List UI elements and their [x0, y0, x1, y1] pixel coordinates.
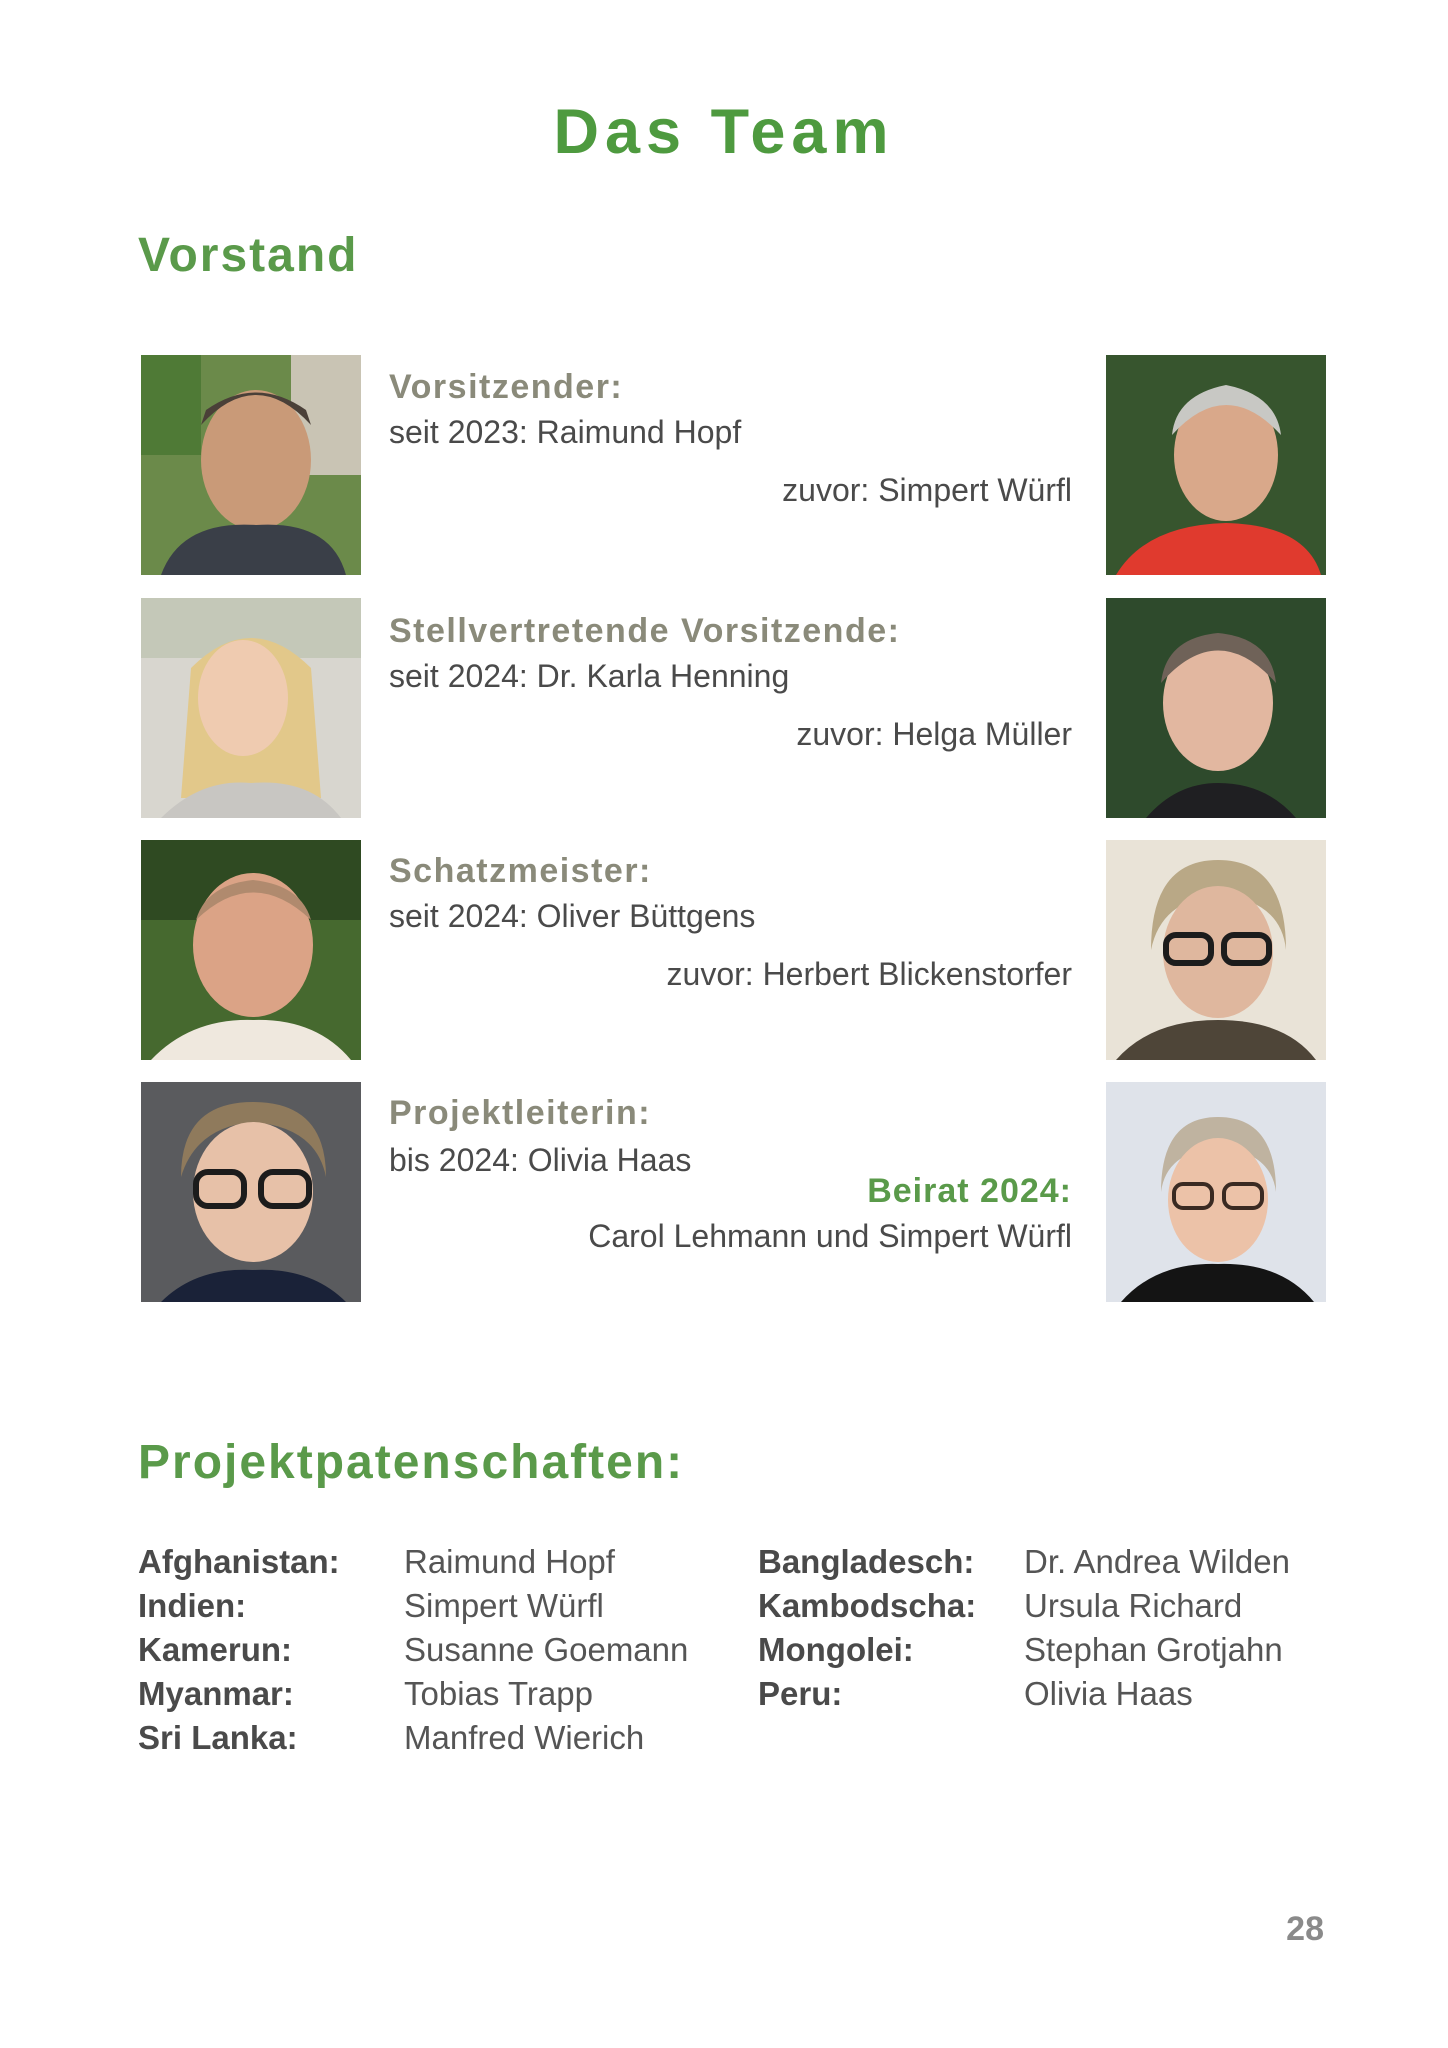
current-stellvertretende: seit 2024: Dr. Karla Henning: [389, 658, 790, 694]
current-schatzmeister: seit 2024: Oliver Büttgens: [389, 898, 756, 934]
portrait-herbert-blickenstorfer: [1106, 840, 1326, 1060]
country-label: Myanmar:: [138, 1675, 294, 1712]
country-label: Afghanistan:: [138, 1543, 340, 1580]
sponsor-name: Raimund Hopf: [404, 1543, 615, 1580]
country-label: Bangladesch:: [758, 1543, 975, 1580]
previous-schatzmeister: zuvor: Herbert Blickenstorfer: [666, 956, 1072, 992]
current-vorsitzender: seit 2023: Raimund Hopf: [389, 414, 742, 450]
beirat-names: Carol Lehmann und Simpert Würfl: [588, 1218, 1072, 1254]
country-label: Mongolei:: [758, 1631, 914, 1668]
role-label-vorsitzender: Vorsitzender:: [389, 368, 624, 406]
patenschaften-heading: Projektpatenschaften:: [138, 1436, 685, 1489]
portrait-olivia-haas: [141, 1082, 361, 1302]
sponsor-name: Ursula Richard: [1024, 1587, 1243, 1624]
role-label-schatzmeister: Schatzmeister:: [389, 852, 652, 890]
country-label: Indien:: [138, 1587, 247, 1624]
page-number: 28: [1286, 1910, 1324, 1948]
portrait-simpert-wuerfl: [1106, 355, 1326, 575]
country-label: Sri Lanka:: [138, 1719, 298, 1756]
beirat-label: Beirat 2024:: [867, 1172, 1072, 1210]
sponsor-name: Stephan Grotjahn: [1024, 1631, 1283, 1668]
sponsor-name: Susanne Goemann: [404, 1631, 689, 1668]
previous-stellvertretende: zuvor: Helga Müller: [796, 716, 1072, 752]
country-label: Peru:: [758, 1675, 843, 1712]
page-title: Das Team: [553, 97, 895, 167]
role-label-projektleiterin: Projektleiterin:: [389, 1094, 652, 1132]
country-label: Kamerun:: [138, 1631, 293, 1668]
portrait-oliver-buettgens: [141, 840, 361, 1060]
portrait-raimund-hopf: [141, 355, 361, 575]
vorstand-heading: Vorstand: [138, 229, 359, 282]
sponsor-name: Tobias Trapp: [404, 1675, 593, 1712]
current-projektleiterin: bis 2024: Olivia Haas: [389, 1142, 692, 1178]
portrait-karla-henning: [141, 598, 361, 818]
sponsor-name: Manfred Wierich: [404, 1719, 645, 1756]
sponsor-name: Dr. Andrea Wilden: [1024, 1543, 1290, 1580]
country-label: Kambodscha:: [758, 1587, 977, 1624]
sponsor-name: Olivia Haas: [1024, 1675, 1193, 1712]
portrait-helga-mueller: [1106, 598, 1326, 818]
role-label-stellvertretende: Stellvertretende Vorsitzende:: [389, 612, 901, 650]
previous-vorsitzender: zuvor: Simpert Würfl: [782, 472, 1072, 508]
sponsor-name: Simpert Würfl: [404, 1587, 604, 1624]
portrait-beirat-member: [1106, 1082, 1326, 1302]
